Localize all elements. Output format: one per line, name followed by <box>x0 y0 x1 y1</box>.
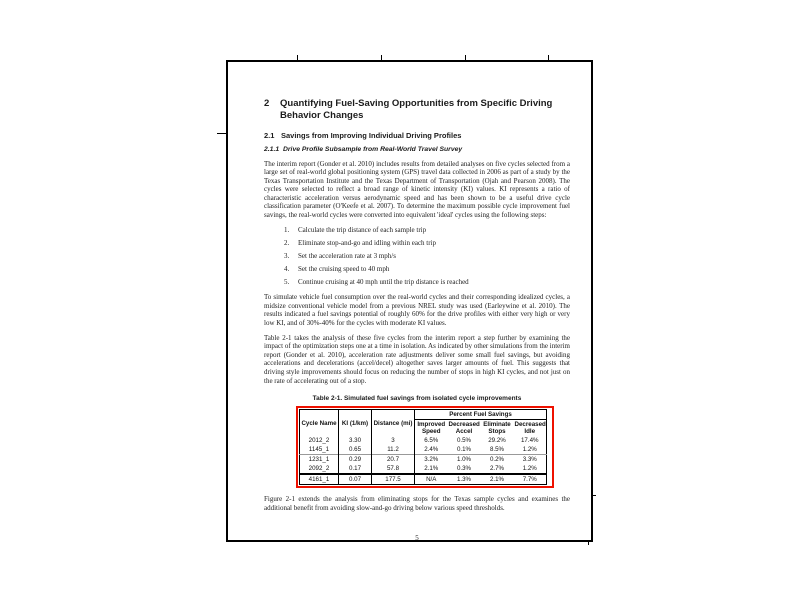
subsection-heading <box>264 131 570 140</box>
col-header-ki: KI (1/km) <box>339 410 372 437</box>
table-header <box>300 410 547 437</box>
subsection-title: Savings from Improving Individual Driving Profiles <box>281 131 462 140</box>
col-group-header-percent-fuel-savings: Percent Fuel Savings <box>415 410 547 420</box>
list-item: 5. Continue cruising at 40 mph until the trip distance is reached <box>284 277 469 286</box>
table-highlight-box <box>296 406 554 488</box>
fuel-savings-table <box>299 409 547 485</box>
list-item: 2. Eliminate stop-and-go and idling within each trip <box>284 238 437 247</box>
subsubsection-number: 2.1.1 <box>264 146 280 153</box>
subsection-number: 2.1 <box>264 131 275 140</box>
paragraph-figure-reference: Figure 2-1 extends the analysis from eliminating stops for the Texas sample cycles and examines the additional benefit from avoiding slow-and-go driving below various speed thresholds. <box>264 495 570 512</box>
ideal-cycle-steps-list <box>264 226 570 287</box>
list-item: 1. Calculate the trip distance of each sample trip <box>284 225 427 234</box>
section-heading <box>264 98 570 122</box>
col-header-eliminate-stops: Eliminate Stops <box>483 421 511 436</box>
table-row: 1145_1 0.65 11.2 2.4% 0.1% 8.5% 1.2% <box>300 445 547 455</box>
subsubsection-title: Drive Profile Subsample from Real-World Travel Survey <box>283 146 463 153</box>
list-item: 3. Set the acceleration rate at 3 mph/s <box>284 251 396 260</box>
table-row: 2012_2 3.30 3 6.5% 0.5% 29.2% 17.4% <box>300 436 547 445</box>
col-header-improved-speed: Improved Speed <box>417 421 446 436</box>
col-header-decreased-accel: Decreased Accel <box>448 421 480 436</box>
paragraph-intro: The interim report (Gonder et al. 2010) includes results from detailed analyses on five cycles selected from a large set of real-world global positioning system (GPS) travel data collected in 2006 as part of a study by the Texas Transportation Institute and the Texas Department of Transportation (Ojah and Pearson 2008). The cycles were selected to reflect a broad range of kinetic intensity (KI) values. KI represents a ratio of characteristic acceleration versus aerodynamic speed and has been shown to be a useful drive cycle classification parameter (O'Keefe et al. 2007). To determine the maximum possible cycle improvement fuel savings, the real-world cycles were converted into equivalent 'ideal' cycles using the following steps: <box>264 159 570 220</box>
table-row: 1231_1 0.29 20.7 3.2% 1.0% 0.2% 3.3% <box>300 455 547 465</box>
table-caption: Table 2-1. Simulated fuel savings from isolated cycle improvements <box>312 395 522 403</box>
paragraph-table-discussion: Table 2-1 takes the analysis of these five cycles from the interim report a step further by examining the impact of the optimization steps one at a time in isolation. As indicated by other simulations from the interim report (Gonder et al. 2010), acceleration rate adjustments deliver some small fuel savings, but avoiding accelerations and decelerations (accel/decel) altogether saves larger amounts of fuel. This suggests that driving style improvements should focus on reducing the number of stops in high KI cycles, and not just on the rate of accelerating out of a stop. <box>264 333 570 385</box>
table-body <box>300 436 547 485</box>
table-row: 2092_2 0.17 57.8 2.1% 0.3% 2.7% 1.2% <box>300 464 547 474</box>
document-page <box>226 60 593 542</box>
section-title: Quantifying Fuel-Saving Opportunities from Specific Driving Behavior Changes <box>280 98 553 121</box>
paragraph-simulation: To simulate vehicle fuel consumption over the real-world cycles and their corresponding idealized cycles, a midsize conventional vehicle model from a previous NREL study was used (Earleywine et al. 2010). The results indicated a fuel savings potential of roughly 60% for the drive profiles with either very high or very low KI, and of 30%-40% for the cycles with moderate KI values. <box>264 293 570 327</box>
list-item: 4. Set the cruising speed to 40 mph <box>284 264 390 273</box>
page-number: 5 <box>415 534 419 543</box>
page-content <box>264 98 570 542</box>
col-header-distance: Distance (mi) <box>372 410 415 437</box>
col-header-decreased-idle: Decreased Idle <box>514 421 546 436</box>
subsubsection-heading <box>264 146 570 155</box>
table-row: 4161_1 0.07 177.5 N/A 1.3% 2.1% 7.7% <box>300 474 547 485</box>
section-number: 2 <box>264 98 270 109</box>
col-header-cycle-name: Cycle Name <box>300 410 339 437</box>
